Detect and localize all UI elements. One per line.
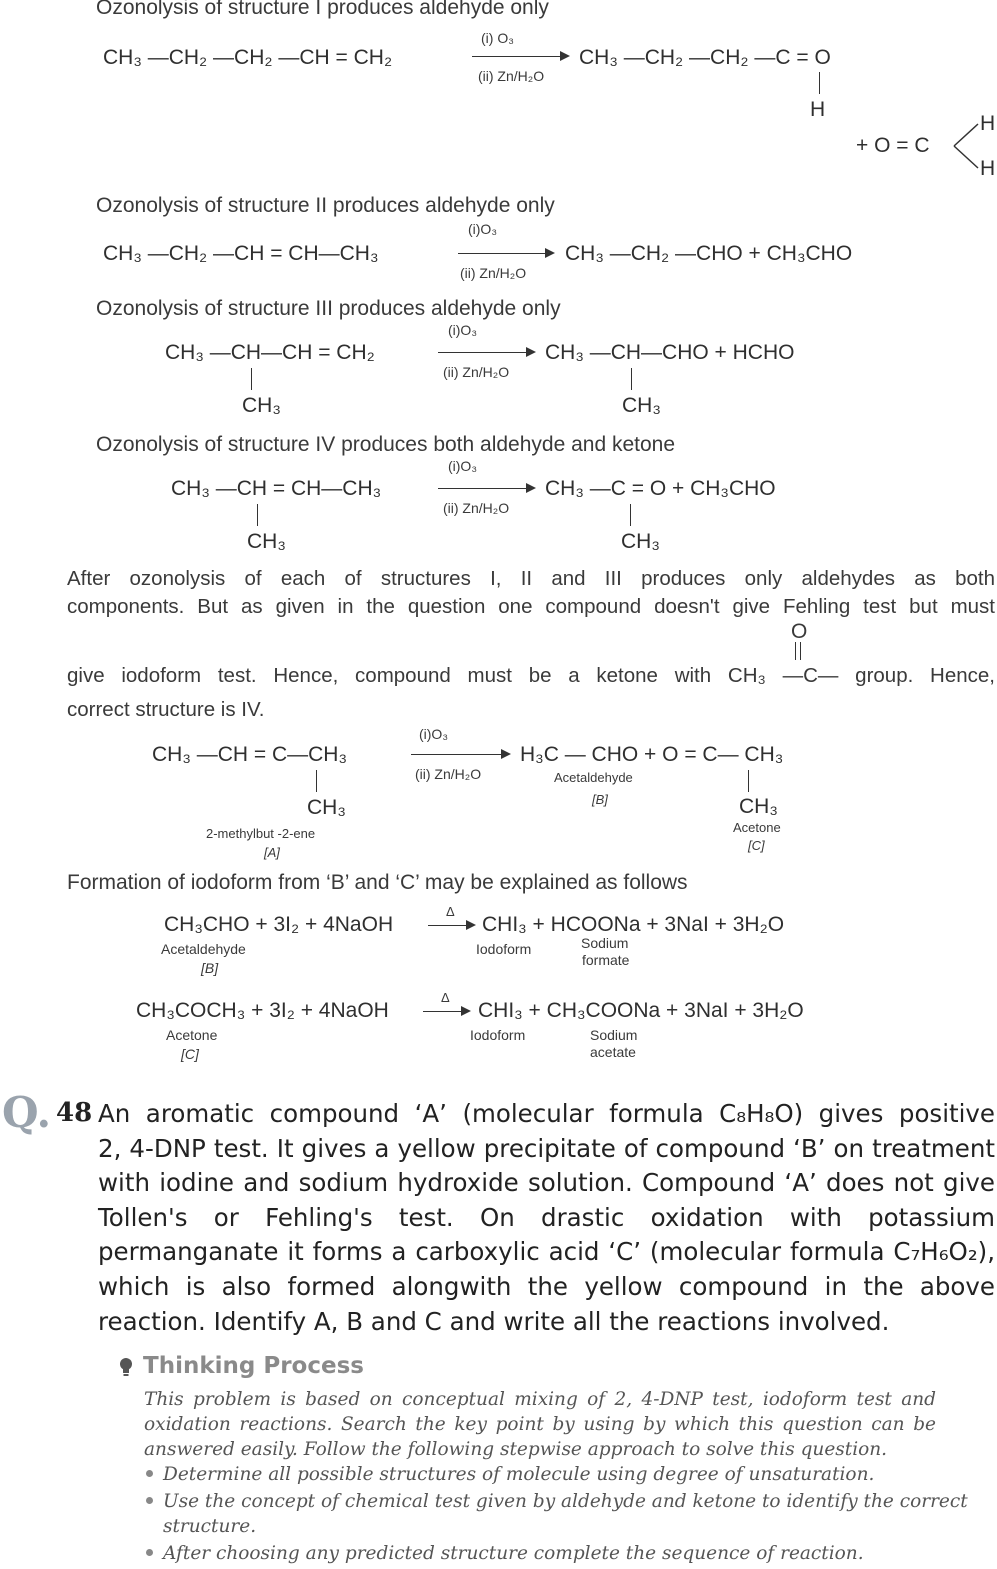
explanation-line-2: components. But as given in the question one compound doesn't give Fehling test but must [67,595,995,618]
equation-2-label-acetate: acetate [590,1044,636,1060]
compound-a-name: 2-methylbut -2-ene [206,826,316,841]
structure-4-reactant: CH₃ —CH = CH—CH₃ [171,477,382,500]
structure-1-condition-top: (i) O₃ [481,30,514,46]
compound-a-label: [A] [264,845,280,860]
bullet-dot [146,1497,153,1504]
bond-line [630,504,631,526]
structure-3-reactant-methyl: CH₃ [242,394,281,417]
equation-2-label-acetone: Acetone [166,1027,218,1043]
structure-1-heading: Ozonolysis of structure I produces aldehyde only [96,0,549,19]
structure-4-heading: Ozonolysis of structure IV produces both aldehyde and ketone [96,433,676,456]
bullet-dot [146,1470,153,1477]
bond-line [631,368,632,390]
compound-b-label: [B] [592,792,608,807]
formaldehyde-h-bottom: H [980,157,996,180]
equation-1-delta: Δ [446,904,455,919]
structure-2-reactant: CH₃ —CH₂ —CH = CH—CH₃ [103,242,379,265]
structure-1-condition-bottom: (ii) Zn/H₂O [478,68,545,84]
structure-2-heading: Ozonolysis of structure II produces aldehyde only [96,194,555,217]
structure-2-condition-top: (i)O₃ [468,221,498,237]
bond-line [257,504,258,526]
equation-2-label-iodoform: Iodoform [470,1027,526,1043]
double-bond [795,642,801,660]
question-line: An aromatic compound ‘A’ (molecular formula C₈H₈O) gives positive [98,1099,995,1128]
compound-a-methyl: CH₃ [307,796,346,819]
final-products: H₃C — CHO + O = C— CH₃ [520,743,784,766]
bond-line [819,72,820,94]
reaction-arrow [428,925,474,926]
equation-1-label-sodium: Sodium [581,935,629,951]
question-number: 48 [56,1098,93,1128]
question-line: 2, 4-DNP test. It gives a yellow precipitate of compound ‘B’ on treatment [98,1133,995,1163]
thinking-process-heading: Thinking Process [143,1353,364,1379]
structure-3-heading: Ozonolysis of structure III produces aldehyde only [96,297,561,320]
structure-2-condition-bottom: (ii) Zn/H₂O [460,265,527,281]
structure-1-product-h: H [810,98,826,121]
equation-2-delta: Δ [441,990,450,1005]
compound-c-methyl: CH₃ [739,795,778,818]
structure-2-product: CH₃ —CH₂ —CHO + CH₃CHO [565,242,853,265]
equation-1-label-formate: formate [582,952,630,968]
structure-1-formaldehyde: + O = C [856,134,930,157]
equation-1-label-b: [B] [201,960,219,976]
formaldehyde-h-top: H [980,112,996,135]
thinking-body-line: oxidation reactions. Search the key point by using by which this question can be [144,1414,936,1435]
thinking-bullet-3: After choosing any predicted structure complete the sequence of reaction. [163,1543,864,1564]
equation-2-label-c: [C] [181,1046,199,1062]
structure-1-reactant: CH₃ —CH₂ —CH₂ —CH = CH₂ [103,46,393,69]
question-line: with iodine and sodium hydroxide solution. Compound ‘A’ does not give [98,1168,995,1198]
structure-1-product: CH₃ —CH₂ —CH₂ —C = O [579,46,831,69]
reaction-arrow [458,253,553,254]
explanation-line-3: give iodoform test. Hence, compound must be a ketone with CH₃ —C— group. Hence, [67,664,995,687]
question-mark-label: Q. [2,1088,52,1137]
equation-1-label-acetaldehyde: Acetaldehyde [161,941,246,957]
question-line: which is also formed alongwith the yellow compound in the above [98,1271,995,1301]
reaction-arrow [472,56,568,57]
thinking-process-body [144,1387,936,1462]
thinking-bullet-1: Determine all possible structures of molecule using degree of unsaturation. [163,1464,875,1485]
reaction-arrow [438,352,534,353]
thinking-body-line: answered easily. Follow the following stepwise approach to solve this question. [144,1439,888,1460]
thinking-bullet-2: Use the concept of chemical test given by aldehyde and ketone to identify the correct [163,1491,968,1512]
bond-line [251,368,252,390]
reaction-arrow [438,488,534,489]
reaction-arrow [423,1011,469,1012]
final-condition-top: (i)O₃ [419,726,449,742]
structure-4-condition-top: (i)O₃ [448,458,478,474]
question-line: Tollen's or Fehling's test. On drastic oxidation with potassium [98,1202,995,1232]
equation-1-products: CHI₃ + HCOONa + 3NaI + 3H₂O [482,913,785,936]
compound-a-formula: CH₃ —CH = C—CH₃ [152,743,348,766]
lightbulb-icon [118,1356,134,1380]
structure-4-condition-bottom: (ii) Zn/H₂O [443,500,510,516]
explanation-line-4: correct structure is IV. [67,698,265,721]
equation-1-reactants: CH₃CHO + 3I₂ + 4NaOH [164,913,394,936]
equation-1-label-iodoform: Iodoform [476,941,532,957]
bullet-dot [146,1549,153,1556]
question-text [98,1097,995,1339]
reaction-arrow [411,754,509,755]
equation-2-reactants: CH₃COCH₃ + 3I₂ + 4NaOH [136,999,389,1022]
question-line: reaction. Identify A, B and C and write all the reactions involved. [98,1306,890,1336]
equation-2-products: CHI₃ + CH₃COONa + 3NaI + 3H₂O [478,999,804,1022]
bond-line [316,770,317,792]
final-condition-bottom: (ii) Zn/H₂O [415,766,482,782]
structure-3-product: CH₃ —CH—CHO + HCHO [545,341,795,364]
carbonyl-oxygen: O [791,620,808,643]
structure-4-reactant-methyl: CH₃ [247,530,286,553]
explanation-line-1: After ozonolysis of each of structures I, II and III produces only aldehydes as both [67,567,995,590]
structure-3-condition-bottom: (ii) Zn/H₂O [443,364,510,380]
equation-2-label-sodium: Sodium [590,1027,638,1043]
question-line: permanganate it forms a carboxylic acid ‘C’ (molecular formula C₇H₆O₂), [98,1237,995,1267]
structure-3-product-methyl: CH₃ [622,394,661,417]
structure-4-product-methyl: CH₃ [621,530,660,553]
thinking-bullet-2-cont: structure. [163,1516,257,1537]
compound-c-label: [C] [748,838,765,853]
bond-line [748,770,749,792]
formation-text: Formation of iodoform from ‘B’ and ‘C’ may be explained as follows [67,871,688,894]
structure-3-condition-top: (i)O₃ [448,322,478,338]
compound-c-name: Acetone [733,820,781,835]
structure-3-reactant: CH₃ —CH—CH = CH₂ [165,341,375,364]
thinking-body-line: This problem is based on conceptual mixing of 2, 4-DNP test, iodoform test and [144,1389,936,1410]
compound-b-name: Acetaldehyde [554,770,633,785]
structure-4-product: CH₃ —C = O + CH₃CHO [545,477,776,500]
